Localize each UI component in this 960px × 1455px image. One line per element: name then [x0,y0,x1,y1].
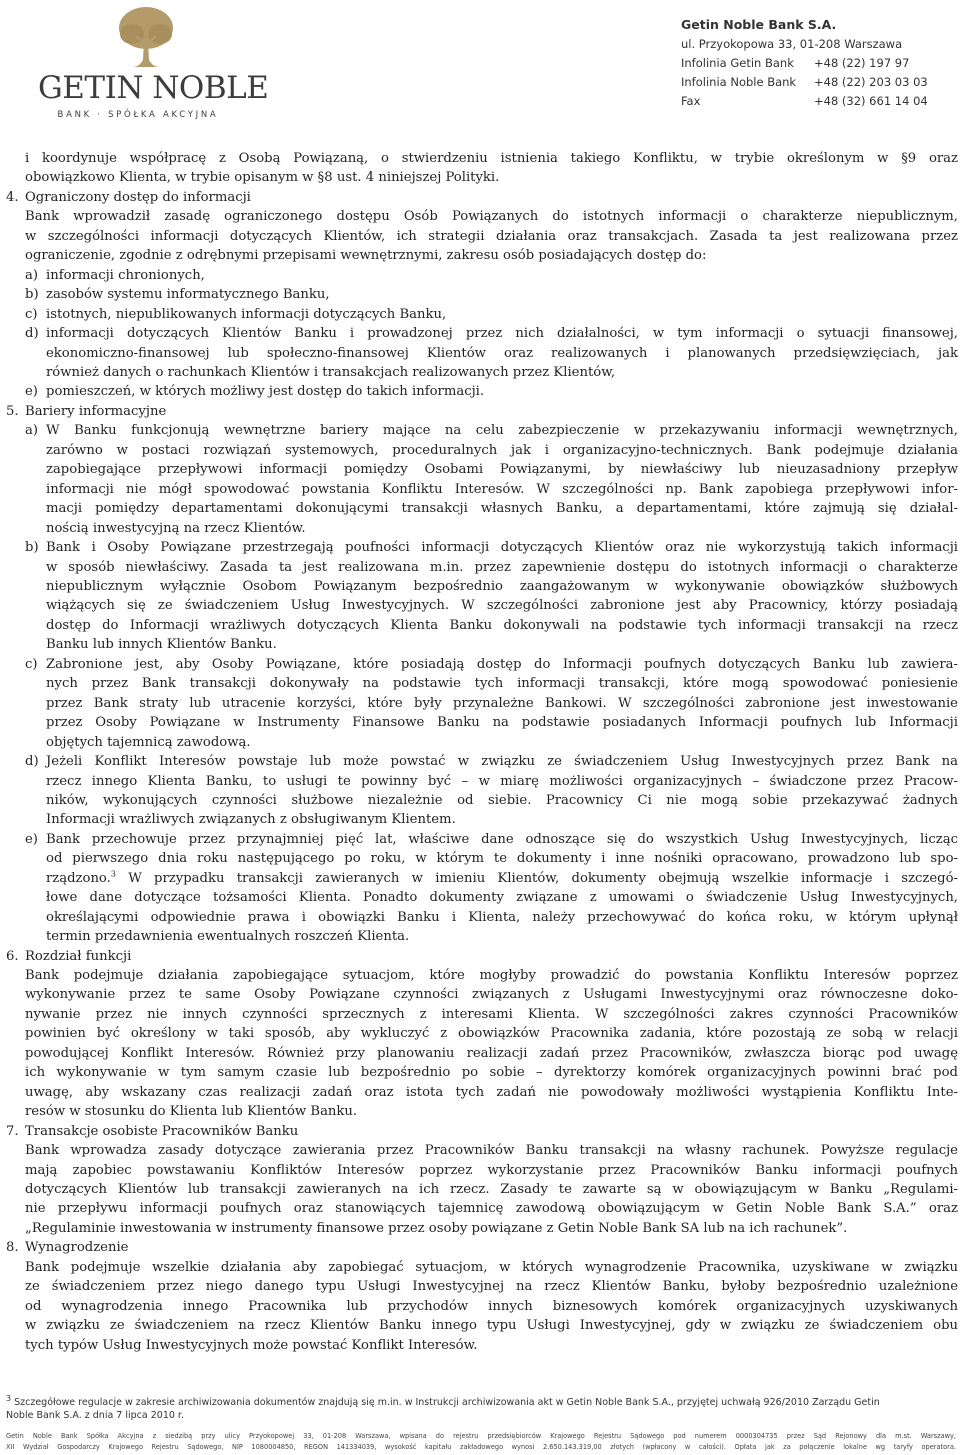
list-marker: c) [25,306,38,322]
text-line: Bank wprowadza zasady dotyczące zawierania przez Pracowników Banku transakcji na własny rachunek. Powyższe regulacje [25,1143,958,1159]
text-line: „Regulaminie inwestowania w instrumenty finansowe przez osoby powiązane z Getin Noble Bank SA lub na ich rachunek”. [25,1220,848,1236]
section-number: 4. [6,189,19,205]
contact-label: Fax [681,94,701,108]
text-fragment: W przypadku transakcji zawieranych w imieniu Klientów, dokumenty obejmują wszelkie informacje i szczegó- [115,870,958,886]
text-line: w związku ze świadczeniem na rzecz Klientów Banku innego typu Usługi Inwestycyjnej, gdy w związku ze świadczeniem obu [25,1318,958,1334]
text-line: mają zapobiec powstawaniu Konfliktów Interesów poprzez wykorzystanie przez Pracowników Banku informacji poufnych [25,1162,958,1178]
logo-wordmark: GETIN NOBLE [38,70,269,106]
text-fragment: rządzono. [46,870,111,886]
section-5 [6,402,958,947]
text-line: przez Osoby Powiązane w Instrumenty Finansowe Banku na podstawie posiadanych Informacji poufnych lub Informacji [46,715,958,731]
text-line: macji pomiędzy departamentami dokonującymi transakcji własnych Banku, a departamentami, które zajmują się działal- [46,501,958,517]
section-4 [6,188,958,402]
list-marker: b) [25,540,39,556]
contact-row [681,54,951,73]
section-number: 7. [6,1123,19,1139]
section-number: 5. [6,403,19,419]
list-item [25,382,958,401]
list-marker: e) [25,384,38,400]
document-body [6,149,958,1355]
tree-icon [116,4,176,70]
text-line: powinien być określony w taki sposób, aby wykluczyć z obowiązków Pracownika zadania, które pozostają ze sobą w relacji [25,1026,958,1042]
list-item [25,266,958,285]
text-line: przez Bank straty lub utracenie korzyści, które były przynależne Bankowi. W szczególności zabronione jest inwestowanie [46,695,958,711]
text-line: w szczególności informacji dotyczących Klientów, ich strategii działania oraz transakcjach. Zasada ta jest realizowana przez [25,228,958,244]
text-line: Informacji wrażliwych związanych z obsługiwanym Klientem. [46,812,456,828]
text-line: Bank i Osoby Powiązane przestrzegają poufności informacji dotyczących Klientów oraz nie wykorzystują takich informacji [46,540,958,556]
text-line: nywanie przez nie innych czynności sprzecznych z interesami Klienta. W szczególności zakres czynności Pracowników [25,1006,958,1022]
text-line: określającymi odpowiednie prawa i obowiązki Banku i Klienta, należy przechowywać do końca roku, w którym upłynął [46,909,958,925]
text-line: powodującej Konflikt Interesów. Również przy planowaniu realizacji zadań przez Pracowników, zwłaszcza biorąc pod uwagę [25,1045,958,1061]
getin-noble-logo [38,4,269,124]
text-line [46,869,958,888]
contact-value: +48 (22) 197 97 [814,56,910,70]
text-line: ze świadczeniem przez niego danego typu Usługi Inwestycyjnej na rzecz Klientów Banku, byłoby bezpośrednio uzależnione [25,1279,958,1295]
list-marker: d) [25,754,39,770]
section-number: 6. [6,948,19,964]
bank-address: ul. Przyokopowa 33, 01-208 Warszawa [681,37,903,51]
contact-block [681,14,951,111]
text-line: informacji nie mógł spowodować powstania Konfliktu Interesów. W szczególności np. Bank zapobiega przepływowi infor- [46,481,958,497]
list-item [25,830,958,947]
text-line: nych przez Bank transakcji dokonywały na podstawie tych informacji transakcji, które mogą spowodować poniesienie [46,676,958,692]
footnote-line [6,1393,956,1409]
text-line: dostęp do Informacji wrażliwych dotyczących Klienta Banku dokonywali na podstawie tych informacji transakcji na rzecz [46,617,958,633]
list-marker: a) [25,267,39,283]
footer-line: Getin Noble Bank Spółka Akcyjna z siedzibą przy ulicy Przyokopowej 33, 01-208 Warszawa, wpisana do rejestru przedsiębiorców Krajowego Rejestru Sądowego pod numerem 0000304735 przez Sąd Rejonowy dla m.st. Warszawy, [6,1432,956,1440]
section-number: 8. [6,1240,19,1256]
footnote-text: Szczegółowe regulacje w zakresie archiwizowania dokumentów znajdują się m.in. w Instrukcji archiwizowania akt w Getin Noble Bank S.A., przyjętej uchwałą 926/2010 Zarządu Getin [11,1397,880,1408]
section-8 [6,1238,958,1355]
text-line: łowe dane dotyczące tożsamości Klienta. Ponadto dokumenty związane z umowami o świadczenie Usług Inwestycyjnych, [46,890,958,906]
contact-value: +48 (22) 203 03 03 [814,75,928,89]
text-line: dotyczących Klientów lub transakcji zawieranych na ich rzecz. Zasady te zawarte są w obowiązującym w Banku „Regulami- [25,1182,958,1198]
text-line: Zabronione jest, aby Osoby Powiązane, które posiadają dostęp do Informacji poufnych dotyczących Banku lub zawiera- [46,656,958,672]
logo-subtitle: BANK · SPÓŁKA AKCYJNA [57,110,219,120]
text-line: Bank podejmuje działania zapobiegające sytuacjom, które mogłyby prowadzić do powstania Konfliktu Interesów poprzez [25,968,958,984]
list-marker: b) [25,287,39,303]
list-marker: c) [25,656,38,672]
contact-row [681,92,951,111]
list-item [25,324,958,382]
text-line: uwagę, aby wskazany czas realizacji zadań oraz istota tych zadań nie powodowały możliwości wystąpienia Konfliktu Inte- [25,1084,958,1100]
text-line: zasobów systemu informatycznego Banku, [46,287,330,303]
list-item [25,655,958,752]
text-line: ekonomiczno-finansowej lub społeczno-finansowej Klientów oraz realizowanych i planowanych przedsięwzięciach, jak [46,345,958,361]
section-heading: Rozdział funkcji [25,948,132,964]
list-item [25,285,958,304]
text-line: wykonywanie przez te same Osoby Powiązane czynności związanych z Usługami Inwestycyjnymi oraz równoczesne doko- [25,987,958,1003]
text-line: rzecz innego Klienta Banku, to usługi te powinny być – w miarę możliwości organizacyjnych – świadczone przez Pracow- [46,773,958,789]
section-heading: Ograniczony dostęp do informacji [25,189,251,205]
text-line: informacji dotyczących Klientów Banku i prowadzonej przez nich działalności, w tym informacji o sytuacji finansowej, [46,326,958,342]
contact-label: Infolinia Noble Bank [681,75,797,89]
text-line: pomieszczeń, w których możliwy jest dostęp do takich informacji. [46,384,485,400]
text-line: Bank przechowuje przez przynajmniej pięć lat, właściwe dane odnoszące się do wszystkich Usług Inwestycyjnych, licząc [46,831,958,847]
legal-footer [6,1431,956,1453]
list-item [25,305,958,324]
list-item [25,421,958,538]
footnote-reference: 3 [110,869,116,879]
section-heading: Wynagrodzenie [25,1240,129,1256]
section-6 [6,947,958,1122]
text-line: w sposób niewłaściwy. Zasada ta jest realizowana m.in. przez zapewnienie dostępu do istotnych informacji o charakterze [46,559,958,575]
text-line: ograniczenie, zgodnie z odrębnymi przepisami wewnętrznymi, zakresu osób posiadających dostęp do: [25,248,707,264]
footer-line: XII Wydział Gospodarczy Krajowego Rejestru Sądowego, NIP 1080004850, REGON 141334039, wysokość kapitału zakładowego wynosi 2.650.143.319,00 złotych (wpłacony w całości). Opłata jak za połączenie lokalne wg taryfy operatora. [6,1443,956,1451]
text-line: informacji chronionych, [46,267,205,283]
text-line: Bank wprowadził zasadę ograniczonego dostępu Osób Powiązanych do istotnych informacji o charakterze niepublicznym, [25,209,958,225]
footnote [6,1393,956,1422]
text-line: W Banku funkcjonują wewnętrzne bariery mające na celu zabezpieczenie w przekazywaniu informacji wewnętrznych, [46,423,958,439]
list-marker: d) [25,326,39,342]
contact-label: Infolinia Getin Bank [681,56,794,70]
text-line: od pierwszego dnia roku następującego po roku, w którym te dokumenty i inne nośniki opracowano, prowadzono lub spo- [46,851,958,867]
text-line: od wynagrodzenia innego Pracownika lub przychodów innych biznesowych komórek organizacyjnych uzyskiwanych [25,1298,958,1314]
list-marker: e) [25,831,38,847]
text-line: nością inwestycyjną na rzecz Klientów. [46,520,306,536]
list-item [25,752,958,830]
text-line: tych typów Usług Inwestycyjnych może powstać Konflikt Interesów. [25,1337,478,1353]
section-7 [6,1122,958,1239]
section-heading: Bariery informacyjne [25,403,167,419]
text-line: Bank podejmuje wszelkie działania aby zapobiegać sytuacjom, w których wynagrodzenie Pracownika, uzyskiwane w związku [25,1259,958,1275]
text-line: niepublicznym wyłącznie Osobom Powiązanym bezpośrednio zaangażowanym w wykonywanie obowiązków służbowych [46,578,958,594]
text-line: zarówno w postaci rozwiązań systemowych, proceduralnych jak i organizacyjno-technicznych. Bank podejmuje działania [46,442,958,458]
text-line: ich wykonywanie w tym samym czasie lub bezpośrednio po sobie – dyrektorzy komórek organizacyjnych powinni brać pod [25,1065,958,1081]
text-line: również danych o rachunkach Klientów i transakcjach realizowanych przez Klientów, [46,364,616,380]
text-line: wiążących się ze świadczeniem Usług Inwestycyjnych. W szczególności zabronione jest aby Pracownicy, którzy posiadają [46,598,958,614]
section-heading: Transakcje osobiste Pracowników Banku [25,1123,299,1139]
text-line: obowiązkowo Klienta, w trybie opisanym w §8 ust. 4 niniejszej Polityki. [25,170,500,186]
list-marker: a) [25,423,39,439]
text-line: nie przepływu informacji poufnych oraz stanowiących tajemnicę zawodową obowiązującym w Getin Noble Bank S.A.” oraz [25,1201,958,1217]
continuation-paragraph [25,149,958,188]
footnote-mark: 3 [6,1393,12,1403]
bank-name: Getin Noble Bank S.A. [681,17,837,32]
text-line: istotnych, niepublikowanych informacji dotyczących Banku, [46,306,447,322]
list-item [25,538,958,655]
contact-value: +48 (32) 661 14 04 [814,94,928,108]
text-line: termin przedawnienia ewentualnych roszczeń Klienta. [46,929,410,945]
contact-row [681,73,951,92]
text-line: Jeżeli Konflikt Interesów powstaje lub może powstać w związku ze świadczeniem Usług Inwestycyjnych przez Bank na [46,754,958,770]
footnote-line: Noble Bank S.A. z dnia 7 lipca 2010 r. [6,1410,184,1421]
text-line: Banku lub innych Klientów Banku. [46,637,277,653]
text-line: i koordynuje współpracę z Osobą Powiązaną, o stwierdzeniu istnienia takiego Konfliktu, w trybie określonym w §9 oraz [25,151,958,166]
text-line: resów w stosunku do Klienta lub Klientów Banku. [25,1104,358,1120]
text-line: ników, wykonujących czynności służbowe niezależnie od siebie. Pracownicy Ci nie mogą sobie przekazywać żadnych [46,792,958,808]
text-line: objętych tajemnicą zawodową. [46,734,251,750]
text-line: zapobiegające przepływowi informacji pomiędzy Osobami Powiązanymi, by niewłaściwy lub nieuzasadniony przepływ [46,462,958,478]
